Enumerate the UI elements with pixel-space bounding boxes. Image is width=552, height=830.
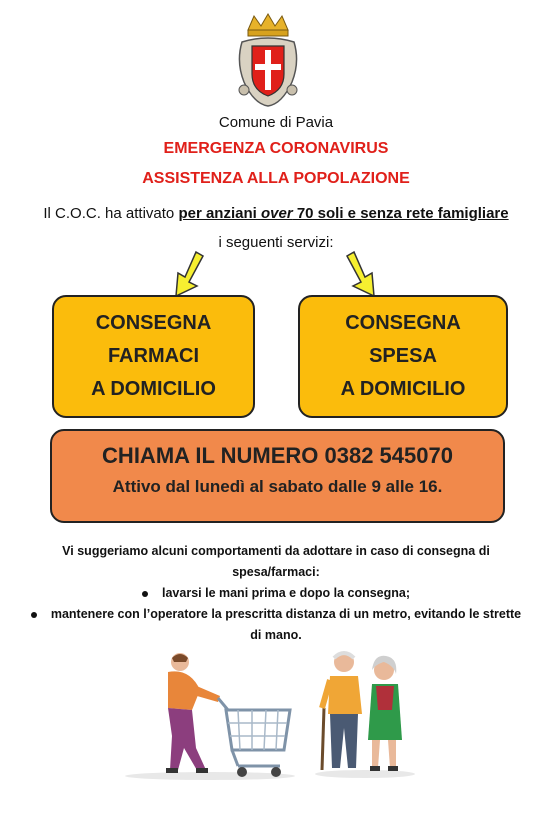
service-box-pharmacy [52,295,255,418]
call-hours-text: Attivo dal lunedì al sabato dalle 9 alle 16. [112,477,443,496]
list-item [30,604,522,646]
intro-prefix: Il C.O.C. ha attivato [43,205,179,222]
advice-intro: Vi suggeriamo alcuni comportamenti da adottare in caso di consegna di spesa/farmaci: [62,544,490,579]
city-crest-icon [234,12,302,108]
municipality-name: Comune di Pavia [218,114,334,131]
arrow-down-right-icon [340,250,380,300]
service-line: SPESA [369,345,437,367]
elderly-couple-illustration [310,648,420,778]
service-line: CONSEGNA [345,312,461,334]
bullet-icon [31,612,37,618]
intro-bold-2: 70 soli e senza rete famigliare [292,205,509,222]
advice-item-text: mantenere con l’operatore la prescritta distanza di un metro, evitando le strette di mano. [50,607,522,642]
call-number-text: CHIAMA IL NUMERO 0382 545070 [102,443,453,468]
list-item [30,583,522,604]
service-line: FARMACI [107,345,200,367]
title-emergency: EMERGENZA CORONAVIRUS [163,140,389,157]
intro-bold-italic: over [260,205,293,222]
service-box-groceries [298,295,508,418]
service-line: A DOMICILIO [340,378,466,400]
shopper-with-cart-illustration [120,650,300,780]
intro-text [40,199,512,257]
advice-item-text: lavarsi le mani prima e dopo la consegna; [162,586,410,600]
advice-section [30,541,522,646]
arrow-down-left-icon [170,250,210,300]
bullet-icon [142,591,148,597]
service-line: CONSEGNA [95,312,212,334]
service-line: A DOMICILIO [91,378,216,400]
intro-bold-1: per anziani [178,205,261,222]
call-box [50,429,505,523]
title-assistance: ASSISTENZA ALLA POPOLAZIONE [142,170,410,187]
intro-suffix: i seguenti servizi: [218,234,334,251]
